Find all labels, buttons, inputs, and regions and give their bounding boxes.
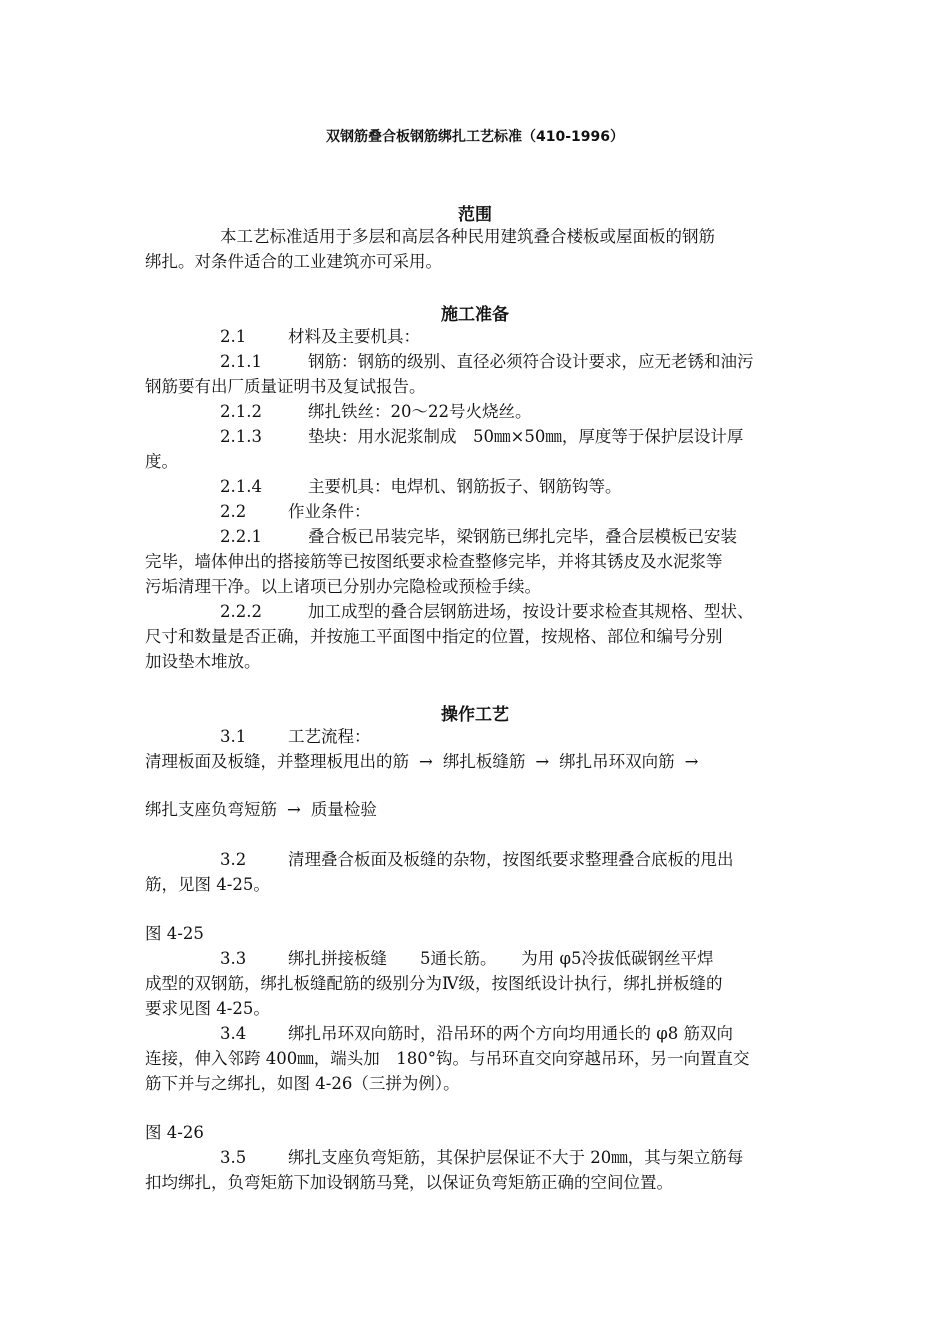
flow-step: 绑扎板缝筋 — [442, 752, 526, 771]
item-2-2-1-cont-2: 污垢清理干净。以上诸项已分别办完隐检或预检手续。 — [145, 577, 541, 596]
item-text: 绑扎支座负弯矩筋，其保护层保证不大于 20㎜，其与架立筋每 — [288, 1148, 744, 1167]
item-number: 3.3 — [220, 949, 247, 968]
item-text: 材料及主要机具： — [288, 327, 420, 346]
item-2-1-1-cont: 钢筋要有出厂质量证明书及复试报告。 — [145, 377, 426, 396]
item-number: 3.2 — [220, 850, 247, 869]
item-text: 加工成型的叠合层钢筋进场，按设计要求检查其规格、型状、 — [308, 602, 754, 621]
item-2-1-3-cont: 度。 — [145, 452, 178, 471]
heading-operation: 操作工艺 — [441, 705, 509, 725]
flow-step: 绑扎支座负弯短筋 — [145, 800, 277, 819]
item-number: 2.1.3 — [220, 427, 262, 446]
document-title: 双钢筋叠合板钢筋绑扎工艺标准（410-1996） — [326, 129, 624, 145]
item-number: 3.1 — [220, 727, 247, 746]
item-text: 工艺流程： — [288, 727, 371, 746]
item-number: 2.2 — [220, 502, 247, 521]
arrow-right-icon: → — [419, 752, 433, 771]
scope-text-line-1: 本工艺标准适用于多层和高层各种民用建筑叠合楼板或屋面板的钢筋 — [220, 227, 715, 246]
item-2-1-3 — [220, 425, 810, 449]
item-3-2 — [220, 848, 810, 872]
item-number: 2.2.2 — [220, 602, 262, 621]
item-3-5-cont: 扣均绑扎，负弯矩筋下加设钢筋马凳，以保证负弯矩筋正确的空间位置。 — [145, 1173, 673, 1192]
item-number: 2.1.1 — [220, 352, 262, 371]
item-3-4 — [220, 1022, 810, 1046]
item-3-2-cont: 筋，见图 4-25。 — [145, 875, 270, 894]
item-2-2-1 — [220, 525, 810, 549]
process-flow-line-2 — [145, 798, 810, 822]
item-2-1-2 — [220, 400, 810, 424]
item-number: 2.2.1 — [220, 527, 262, 546]
item-text: 绑扎铁丝：20～22号火烧丝。 — [308, 402, 532, 421]
item-3-5 — [220, 1146, 810, 1170]
item-text: 叠合板已吊装完毕，梁钢筋已绑扎完毕，叠合层模板已安装 — [308, 527, 737, 546]
item-3-4-cont-2: 筋下并与之绑扎，如图 4-26（三拼为例）。 — [145, 1074, 460, 1093]
item-text: 清理叠合板面及板缝的杂物，按图纸要求整理叠合底板的甩出 — [288, 850, 734, 869]
item-3-4-cont-1: 连接，伸入邻跨 400㎜，端头加 180°钩。与吊环直交向穿越吊环，另一向置直交 — [145, 1049, 750, 1068]
arrow-right-icon: → — [287, 800, 301, 819]
item-text: 主要机具：电焊机、钢筋扳子、钢筋钩等。 — [308, 477, 622, 496]
item-number: 2.1.4 — [220, 477, 262, 496]
item-number: 3.4 — [220, 1024, 247, 1043]
item-number: 2.1.2 — [220, 402, 262, 421]
figure-label-4-25: 图 4-25 — [145, 924, 204, 943]
arrow-right-icon: → — [684, 752, 699, 771]
item-3-3 — [220, 947, 810, 971]
flow-step: 清理板面及板缝，并整理板甩出的筋 — [145, 752, 409, 771]
item-2-2-2-cont-2: 加设垫木堆放。 — [145, 652, 261, 671]
item-2-2-2 — [220, 600, 810, 624]
item-2-1-4 — [220, 475, 810, 499]
item-3-3-cont-2: 要求见图 4-25。 — [145, 999, 270, 1018]
heading-scope: 范围 — [458, 205, 492, 225]
item-text: 绑扎吊环双向筋时，沿吊环的两个方向均用通长的 φ8 筋双向 — [288, 1024, 734, 1043]
item-number: 3.5 — [220, 1148, 247, 1167]
item-text: 钢筋：钢筋的级别、直径必须符合设计要求，应无老锈和油污 — [308, 352, 754, 371]
item-2-2-2-cont-1: 尺寸和数量是否正确，并按施工平面图中指定的位置，按规格、部位和编号分别 — [145, 627, 723, 646]
heading-preparation: 施工准备 — [441, 305, 509, 325]
item-number: 2.1 — [220, 327, 247, 346]
item-2-2-1-cont-1: 完毕，墙体伸出的搭接筋等已按图纸要求检查整修完毕，并将其锈皮及水泥浆等 — [145, 552, 723, 571]
flow-step: 质量检验 — [310, 800, 377, 819]
flow-step: 绑扎吊环双向筋 — [559, 752, 675, 771]
process-flow-line-1 — [145, 750, 810, 774]
item-text: 绑扎拼接板缝 5通长筋。 为用 φ5冷拔低碳钢丝平焊 — [288, 949, 714, 968]
item-3-1 — [220, 725, 810, 749]
item-3-3-cont-1: 成型的双钢筋，绑扎板缝配筋的级别分为Ⅳ级，按图纸设计执行，绑扎拼板缝的 — [145, 974, 723, 993]
item-2-1-1 — [220, 350, 810, 374]
item-2-2 — [220, 500, 810, 524]
item-2-1 — [220, 325, 810, 349]
item-text: 垫块：用水泥浆制成 50㎜×50㎜，厚度等于保护层设计厚 — [308, 427, 744, 446]
item-text: 作业条件： — [288, 502, 371, 521]
figure-label-4-26: 图 4-26 — [145, 1123, 204, 1142]
arrow-right-icon: → — [535, 752, 550, 771]
scope-text-line-2: 绑扎。对条件适合的工业建筑亦可采用。 — [145, 252, 442, 271]
